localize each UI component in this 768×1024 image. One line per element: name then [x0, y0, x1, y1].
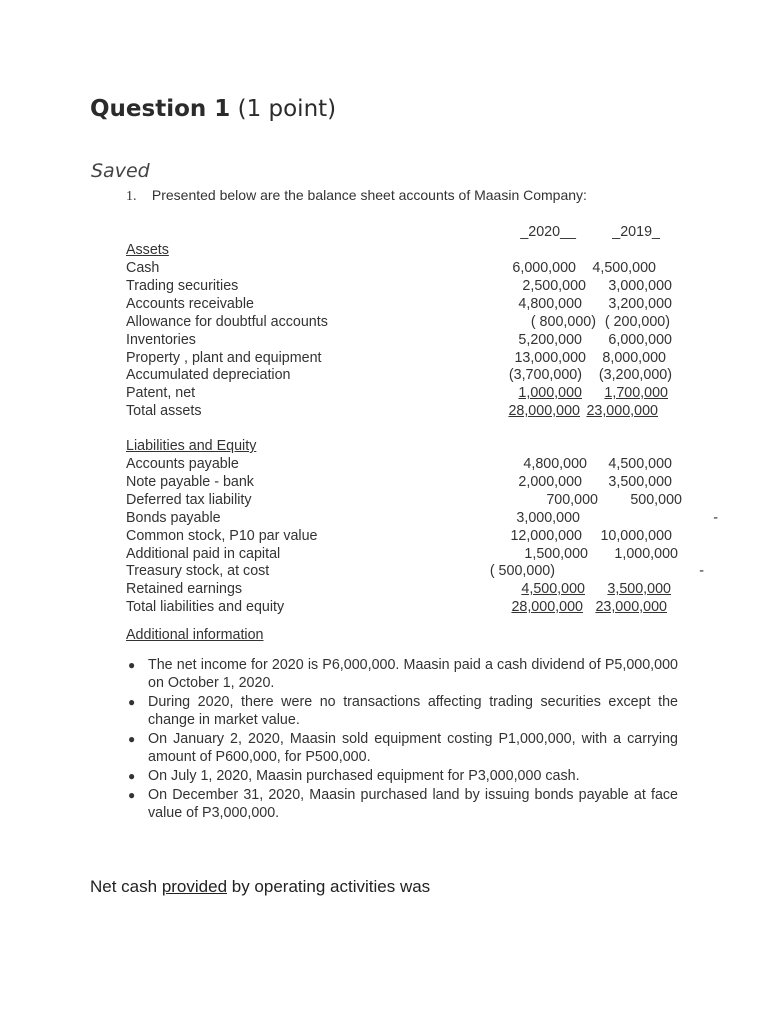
problem-intro-text: Presented below are the balance sheet accounts of Maasin Company: [151, 187, 587, 203]
additional-info-heading: Additional information [126, 627, 264, 643]
asset-value-2019: 3,200,000 [608, 295, 672, 312]
asset-value-2019: 8,000,000 [602, 349, 666, 366]
liability-label: Accounts payable [126, 456, 239, 472]
additional-info-list [126, 656, 678, 823]
liability-label: Total liabilities and equity [126, 599, 285, 616]
asset-value-2020: 1,000,000 [518, 385, 582, 402]
question-text-before: Net cash [90, 877, 162, 896]
liability-value-2020: 1,500,000 [524, 545, 588, 562]
liability-row [126, 562, 704, 580]
asset-row [126, 295, 686, 313]
column-2020: _2020__ [520, 224, 576, 240]
liability-value-2019: - [699, 563, 704, 580]
liability-row [126, 455, 686, 473]
liability-value-2019: 3,500,000 [608, 473, 672, 490]
asset-label: Trading securities [126, 277, 239, 294]
asset-row [126, 366, 686, 384]
liability-value-2020: 3,000,000 [516, 509, 580, 526]
asset-label: Patent, net [126, 385, 196, 402]
question-text-underlined: provided [161, 877, 228, 896]
question-prompt [90, 877, 430, 897]
asset-value-2020: (3,700,000) [508, 367, 582, 384]
asset-value-2019: 3,000,000 [608, 277, 672, 294]
bullet-text: On December 31, 2020, Maasin purchased land by issuing bonds payable at face value of P3,000,000. [148, 787, 678, 821]
bullet-icon: ● [128, 769, 136, 783]
problem-index: 1. [126, 189, 137, 204]
liability-label: Additional paid in capital [126, 545, 281, 562]
liability-value-2019: - [713, 509, 718, 526]
info-bullet [126, 730, 678, 766]
asset-row [126, 349, 686, 367]
bullet-icon: ● [128, 658, 136, 672]
bullet-icon: ● [128, 695, 136, 709]
bullet-text: The net income for 2020 is P6,000,000. Maasin paid a cash dividend of P5,000,000 on October 1, 2020. [148, 657, 678, 691]
asset-value-2020: 13,000,000 [514, 349, 586, 366]
asset-value-2019: 1,700,000 [604, 385, 668, 402]
liability-row [126, 509, 718, 527]
asset-value-2019: (3,200,000) [598, 367, 672, 384]
asset-row [126, 277, 686, 295]
liability-value-2020: 4,800,000 [523, 456, 587, 472]
asset-row [126, 384, 686, 402]
asset-label: Accumulated depreciation [126, 367, 291, 384]
info-bullet [126, 786, 678, 822]
asset-value-2019: 6,000,000 [608, 331, 672, 348]
liability-row [126, 545, 686, 563]
asset-row [126, 402, 686, 420]
liability-label: Deferred tax liability [126, 491, 252, 508]
liability-value-2019: 500,000 [630, 491, 682, 508]
liability-value-2019: 23,000,000 [595, 599, 667, 616]
liability-label: Treasury stock, at cost [126, 563, 270, 580]
bullet-icon: ● [128, 732, 136, 746]
asset-label: Property , plant and equipment [126, 349, 322, 366]
problem-intro [126, 187, 587, 205]
liability-value-2019: 3,500,000 [607, 581, 671, 598]
asset-value-2019: 4,500,000 [592, 260, 656, 276]
asset-label: Accounts receivable [126, 295, 254, 312]
column-header-row [126, 223, 686, 241]
info-bullet [126, 693, 678, 729]
liability-value-2020: ( 500,000) [489, 563, 555, 580]
liability-row [126, 527, 686, 545]
liability-value-2020: 28,000,000 [511, 599, 583, 616]
question-title [90, 96, 336, 122]
asset-row [126, 313, 686, 331]
asset-value-2019: 23,000,000 [586, 403, 658, 420]
liability-row [126, 598, 686, 616]
liability-label: Retained earnings [126, 581, 243, 598]
asset-row [126, 331, 686, 349]
asset-value-2020: 4,800,000 [518, 295, 582, 312]
liability-value-2019: 1,000,000 [614, 545, 678, 562]
liability-value-2020: 4,500,000 [521, 581, 585, 598]
question-text-after: by operating activities was [227, 877, 431, 896]
bullet-text: On January 2, 2020, Maasin sold equipment costing P1,000,000, with a carrying amount of P600,000, for P500,000. [148, 731, 678, 765]
question-points: (1 point) [237, 96, 337, 122]
asset-row [126, 259, 686, 277]
asset-label: Inventories [126, 331, 196, 348]
liability-value-2019: 4,500,000 [608, 456, 672, 472]
info-bullet [126, 656, 678, 692]
liability-row [126, 580, 686, 598]
asset-value-2020: 28,000,000 [508, 403, 580, 420]
saved-status: Saved [91, 160, 150, 182]
asset-label: Total assets [126, 403, 202, 420]
bullet-text: On July 1, 2020, Maasin purchased equipment for P3,000,000 cash. [148, 768, 580, 784]
liability-row [126, 473, 686, 491]
liability-label: Note payable - bank [126, 473, 254, 490]
bullet-text: During 2020, there were no transactions affecting trading securities except the change in market value. [148, 694, 678, 728]
liability-value-2020: 12,000,000 [510, 527, 582, 544]
liability-value-2020: 2,000,000 [518, 473, 582, 490]
liability-value-2019: 10,000,000 [600, 527, 672, 544]
liabilities-heading-label: Liabilities and Equity [126, 438, 257, 454]
liability-label: Bonds payable [126, 509, 221, 526]
question-number: Question 1 [90, 96, 231, 122]
asset-label: Allowance for doubtful accounts [126, 313, 328, 330]
column-2019: _2019_ [612, 224, 660, 240]
asset-value-2020: 6,000,000 [512, 260, 576, 276]
info-bullet [126, 767, 678, 785]
liability-label: Common stock, P10 par value [126, 527, 318, 544]
bullet-icon: ● [128, 788, 136, 802]
liability-value-2020: 700,000 [546, 491, 598, 508]
asset-value-2020: ( 800,000) [530, 313, 596, 330]
asset-value-2019: ( 200,000) [604, 313, 670, 330]
asset-value-2020: 2,500,000 [522, 277, 586, 294]
asset-label: Cash [126, 260, 160, 276]
asset-value-2020: 5,200,000 [518, 331, 582, 348]
liability-row [126, 491, 686, 509]
assets-heading-label: Assets [126, 242, 169, 258]
